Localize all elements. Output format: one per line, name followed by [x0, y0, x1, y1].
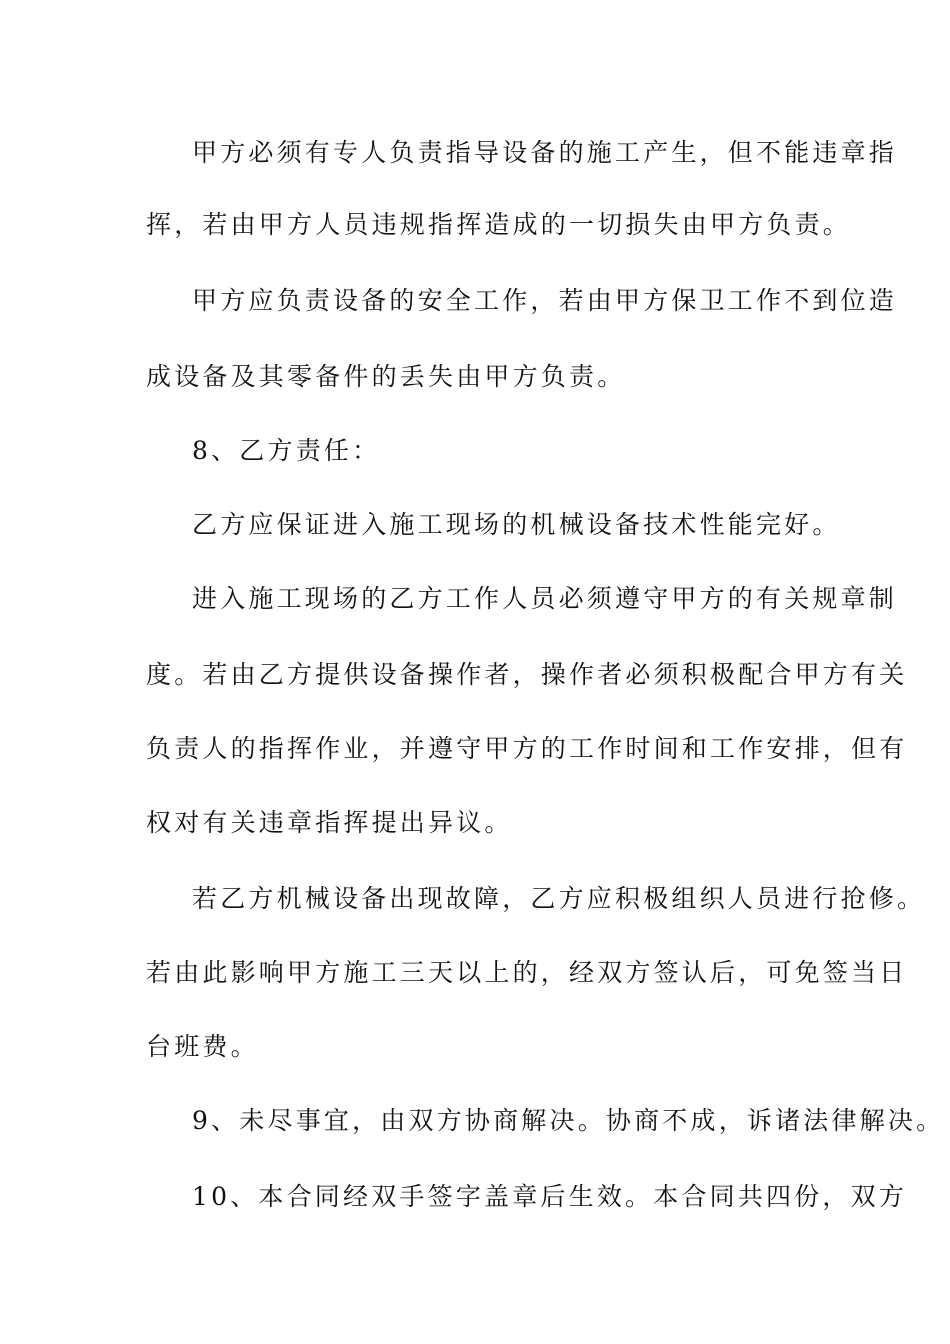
paragraph-line: 度。若由乙方提供设备操作者，操作者必须积极配合甲方有关: [146, 660, 908, 689]
paragraph-line: 成设备及其零备件的丢失由甲方负责。: [146, 362, 626, 391]
section-heading: 9、未尽事宜，由双方协商解决。协商不成，诉诸法律解决。: [192, 1106, 945, 1135]
paragraph-line: 权对有关违章指挥提出异议。: [146, 808, 513, 837]
paragraph-line: 甲方必须有专人负责指导设备的施工产生，但不能违章指: [192, 138, 898, 167]
paragraph-line: 甲方应负责设备的安全工作，若由甲方保卫工作不到位造: [192, 286, 898, 315]
paragraph-line: 乙方应保证进入施工现场的机械设备技术性能完好。: [192, 510, 841, 539]
section-heading: 10、本合同经双手签字盖章后生效。本合同共四份，双方: [192, 1182, 908, 1211]
paragraph-line: 若由此影响甲方施工三天以上的，经双方签认后，可免签当日: [146, 958, 908, 987]
paragraph-line: 进入施工现场的乙方工作人员必须遵守甲方的有关规章制: [192, 584, 898, 613]
paragraph-line: 若乙方机械设备出现故障，乙方应积极组织人员进行抢修。: [192, 884, 926, 913]
paragraph-line: 挥，若由甲方人员违规指挥造成的一切损失由甲方负责。: [146, 210, 852, 239]
paragraph-line: 负责人的指挥作业，并遵守甲方的工作时间和工作安排，但有: [146, 734, 908, 763]
section-heading: 8、乙方责任：: [192, 436, 381, 465]
paragraph-line: 台班费。: [146, 1032, 259, 1061]
